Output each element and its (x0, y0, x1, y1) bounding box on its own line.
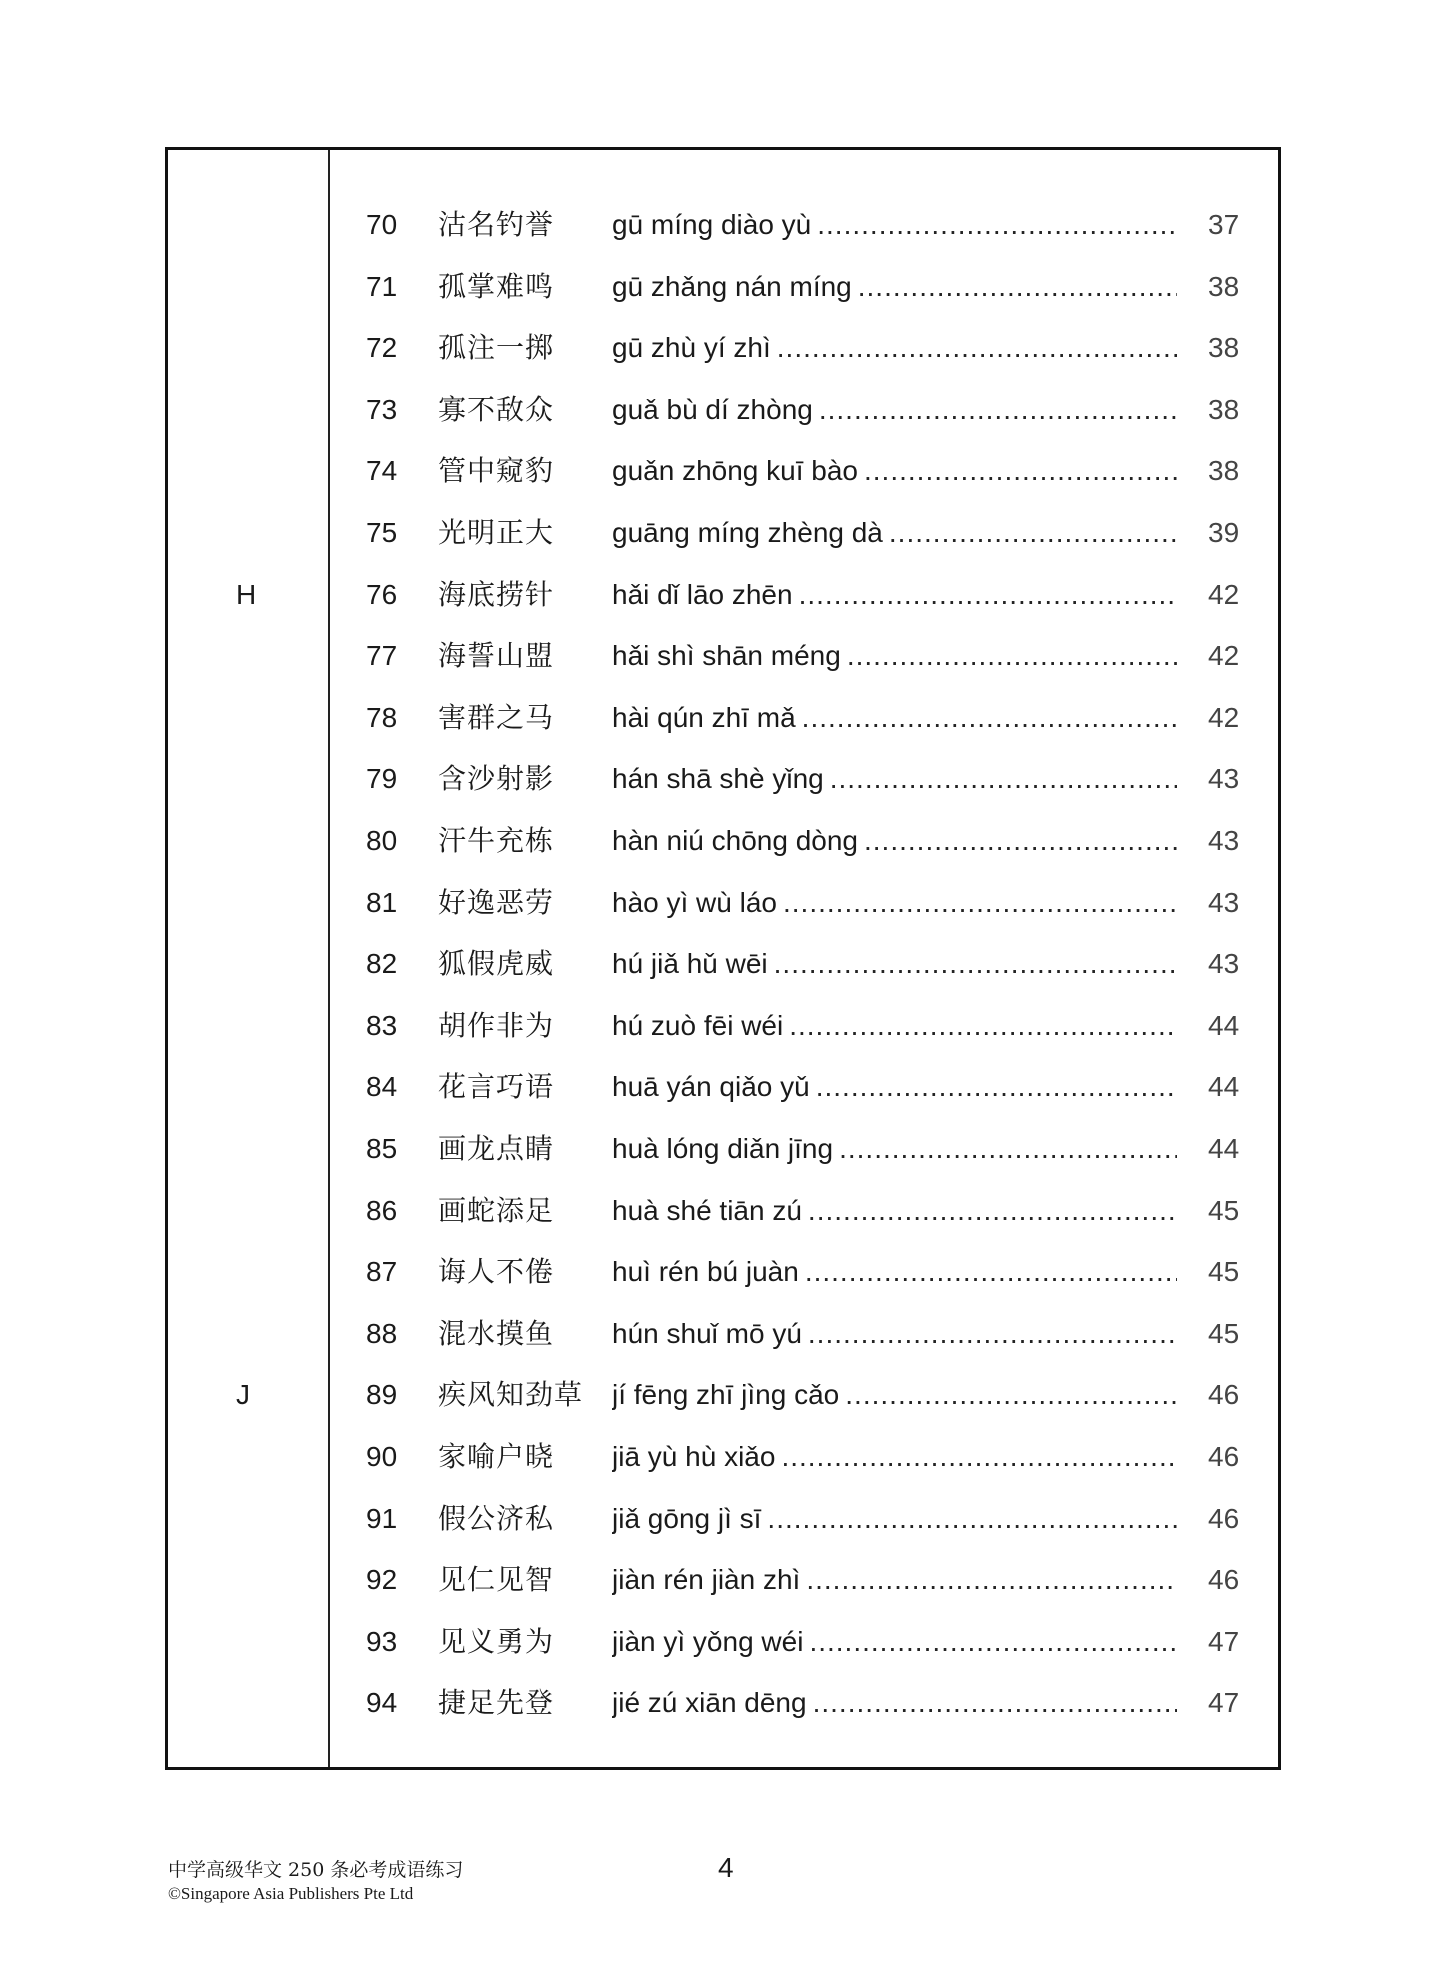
entry-page: 38 (1208, 270, 1240, 302)
idiom-pinyin: huì rén bú juàn (612, 1256, 799, 1288)
entry-page: 44 (1208, 1071, 1240, 1103)
idiom-pinyin: hán shā shè yǐng (612, 763, 824, 795)
idiom-chinese: 见仁见智 (438, 1563, 555, 1597)
entry-page: 45 (1208, 1256, 1240, 1288)
index-entry (168, 508, 1278, 558)
idiom-pinyin: jí fēng zhī jìng cǎo (612, 1379, 840, 1411)
entry-number: 71 (366, 270, 398, 302)
index-entry (168, 385, 1278, 435)
entry-page: 43 (1208, 948, 1240, 980)
entry-page: 46 (1208, 1564, 1240, 1596)
idiom-chinese: 管中窥豹 (438, 454, 555, 488)
index-entry (168, 446, 1278, 496)
idiom-pinyin: huà shé tiān zú (612, 1194, 802, 1226)
idiom-chinese: 海底捞针 (438, 577, 555, 611)
dot-leader (864, 816, 1177, 866)
idiom-pinyin: huà lóng diǎn jīng (612, 1133, 834, 1164)
entry-number: 81 (366, 886, 398, 918)
section-letter: J (236, 1379, 250, 1411)
entry-page: 43 (1208, 825, 1240, 856)
entry-number: 73 (366, 393, 398, 425)
index-entry (168, 262, 1278, 312)
entry-number: 93 (366, 1625, 398, 1657)
entry-page: 37 (1208, 209, 1240, 240)
entry-number: 70 (366, 209, 398, 240)
idiom-chinese: 家喻户晓 (438, 1440, 555, 1473)
idiom-pinyin: gū zhǎng nán míng (612, 270, 852, 302)
dot-leader (830, 754, 1177, 804)
idiom-chinese: 画龙点睛 (438, 1132, 555, 1165)
dot-leader (774, 939, 1177, 989)
entry-number: 78 (366, 701, 398, 733)
dot-leader (813, 1678, 1177, 1728)
idiom-chinese: 光明正大 (438, 516, 555, 549)
idiom-chinese: 孤注一掷 (438, 331, 555, 365)
entry-page: 44 (1208, 1133, 1240, 1164)
idiom-chinese: 孤掌难鸣 (438, 269, 555, 303)
idiom-pinyin: huā yán qiǎo yǔ (612, 1071, 810, 1103)
dot-leader (806, 1555, 1177, 1605)
entry-number: 89 (366, 1379, 398, 1411)
index-entry (168, 754, 1278, 804)
idiom-pinyin: hǎi shì shān méng (612, 640, 841, 672)
index-entry (168, 1001, 1278, 1051)
idiom-pinyin: jiā yù hù xiǎo (612, 1441, 776, 1472)
dot-leader (777, 323, 1177, 373)
entry-page: 46 (1208, 1441, 1240, 1472)
entry-number: 76 (366, 578, 398, 610)
idiom-pinyin: guǎn zhōng kuī bào (612, 455, 858, 487)
idiom-chinese: 海誓山盟 (438, 639, 555, 673)
index-entry (168, 693, 1278, 743)
entry-number: 85 (366, 1133, 398, 1164)
index-entry (168, 1678, 1278, 1728)
entry-number: 75 (366, 517, 398, 548)
entry-page: 43 (1208, 886, 1240, 918)
idiom-pinyin: hú zuò fēi wéi (612, 1009, 784, 1041)
index-entry (168, 631, 1278, 681)
idiom-chinese: 画蛇添足 (438, 1193, 555, 1227)
index-entry (168, 1617, 1278, 1667)
index-entry (168, 200, 1278, 250)
index-entry (168, 1494, 1278, 1544)
entry-number: 72 (366, 332, 398, 364)
entry-page: 44 (1208, 1009, 1240, 1041)
dot-leader (858, 262, 1177, 312)
idiom-chinese: 花言巧语 (438, 1070, 555, 1104)
dot-leader (802, 693, 1177, 743)
entry-page: 42 (1208, 701, 1240, 733)
idiom-pinyin: hún shuǐ mō yú (612, 1317, 802, 1349)
dot-leader (767, 1494, 1177, 1544)
dot-leader (808, 1186, 1177, 1236)
idiom-chinese: 混水摸鱼 (438, 1316, 555, 1350)
entry-page: 47 (1208, 1625, 1240, 1657)
entry-page: 46 (1208, 1379, 1240, 1411)
book-title: 中学高级华文 250 条必考成语练习 (168, 1859, 464, 1881)
page-number: 4 (718, 1852, 734, 1883)
idiom-chinese: 好逸恶劳 (438, 885, 555, 919)
idiom-pinyin: guāng míng zhèng dà (612, 517, 883, 548)
dot-leader (864, 446, 1177, 496)
idiom-chinese: 见义勇为 (438, 1624, 555, 1658)
idiom-pinyin: jiǎ gōng jì sī (612, 1502, 762, 1534)
idiom-chinese: 含沙射影 (438, 762, 555, 796)
idiom-chinese: 假公济私 (438, 1501, 555, 1535)
idiom-chinese: 诲人不倦 (438, 1255, 555, 1289)
dot-leader (781, 1432, 1177, 1482)
idiom-chinese: 狐假虎威 (438, 947, 555, 981)
dot-leader (889, 508, 1177, 558)
entry-number: 74 (366, 455, 398, 487)
idiom-chinese: 沽名钓誉 (438, 208, 555, 241)
dot-leader (847, 631, 1177, 681)
entry-number: 87 (366, 1256, 398, 1288)
dot-leader (783, 878, 1177, 928)
dot-leader (805, 1247, 1177, 1297)
idiom-pinyin: hǎi dǐ lāo zhēn (612, 578, 793, 610)
entry-number: 94 (366, 1687, 398, 1719)
idiom-pinyin: jié zú xiān dēng (612, 1687, 807, 1719)
idiom-pinyin: hú jiǎ hǔ wēi (612, 948, 768, 980)
idiom-pinyin: jiàn rén jiàn zhì (612, 1564, 801, 1596)
entry-number: 79 (366, 763, 398, 795)
dot-leader (789, 1001, 1177, 1051)
index-entry (168, 939, 1278, 989)
entry-number: 92 (366, 1564, 398, 1596)
entry-number: 88 (366, 1317, 398, 1349)
entry-page: 39 (1208, 517, 1240, 548)
dot-leader (808, 1309, 1177, 1359)
index-entry (168, 323, 1278, 373)
idiom-pinyin: gū zhù yí zhì (612, 332, 771, 364)
index-entry (168, 1555, 1278, 1605)
idiom-chinese: 害群之马 (438, 700, 555, 734)
entry-page: 38 (1208, 393, 1240, 425)
entry-page: 42 (1208, 640, 1240, 672)
index-entry (168, 1432, 1278, 1482)
entry-number: 82 (366, 948, 398, 980)
entry-page: 45 (1208, 1317, 1240, 1349)
entry-page: 38 (1208, 455, 1240, 487)
entry-page: 38 (1208, 332, 1240, 364)
entry-number: 86 (366, 1194, 398, 1226)
idiom-chinese: 疾风知劲草 (438, 1378, 584, 1412)
idiom-chinese: 胡作非为 (438, 1008, 555, 1042)
index-entry (168, 1247, 1278, 1297)
index-entry (168, 878, 1278, 928)
idiom-pinyin: hào yì wù láo (612, 886, 777, 918)
entry-page: 47 (1208, 1687, 1240, 1719)
idiom-pinyin: hài qún zhī mǎ (612, 701, 796, 733)
copyright: ©Singapore Asia Publishers Pte Ltd (168, 1884, 414, 1903)
dot-leader (799, 570, 1177, 620)
entry-page: 45 (1208, 1194, 1240, 1226)
index-entry (168, 1186, 1278, 1236)
dot-leader (845, 1370, 1177, 1420)
index-entry (168, 570, 1278, 620)
index-entry (168, 1124, 1278, 1174)
index-entry (168, 816, 1278, 866)
dot-leader (839, 1124, 1177, 1174)
entry-number: 84 (366, 1071, 398, 1103)
entry-page: 42 (1208, 578, 1240, 610)
dot-leader (817, 200, 1177, 250)
index-table (165, 147, 1281, 1770)
idiom-chinese: 捷足先登 (438, 1686, 555, 1720)
entry-number: 90 (366, 1441, 398, 1472)
entry-number: 83 (366, 1009, 398, 1041)
dot-leader (819, 385, 1177, 435)
index-entry (168, 1309, 1278, 1359)
dot-leader (816, 1062, 1177, 1112)
entry-number: 80 (366, 825, 398, 856)
idiom-pinyin: hàn niú chōng dòng (612, 825, 858, 856)
entry-number: 91 (366, 1502, 398, 1534)
idiom-pinyin: gū míng diào yù (612, 209, 812, 240)
index-entry (168, 1062, 1278, 1112)
idiom-chinese: 寡不敌众 (438, 392, 555, 426)
entry-number: 77 (366, 640, 398, 672)
idiom-chinese: 汗牛充栋 (438, 824, 555, 857)
dot-leader (809, 1617, 1177, 1667)
section-letter: H (236, 578, 257, 610)
entry-page: 43 (1208, 763, 1240, 795)
index-entry (168, 1370, 1278, 1420)
entry-page: 46 (1208, 1502, 1240, 1534)
idiom-pinyin: guǎ bù dí zhòng (612, 393, 813, 425)
idiom-pinyin: jiàn yì yǒng wéi (612, 1625, 804, 1657)
